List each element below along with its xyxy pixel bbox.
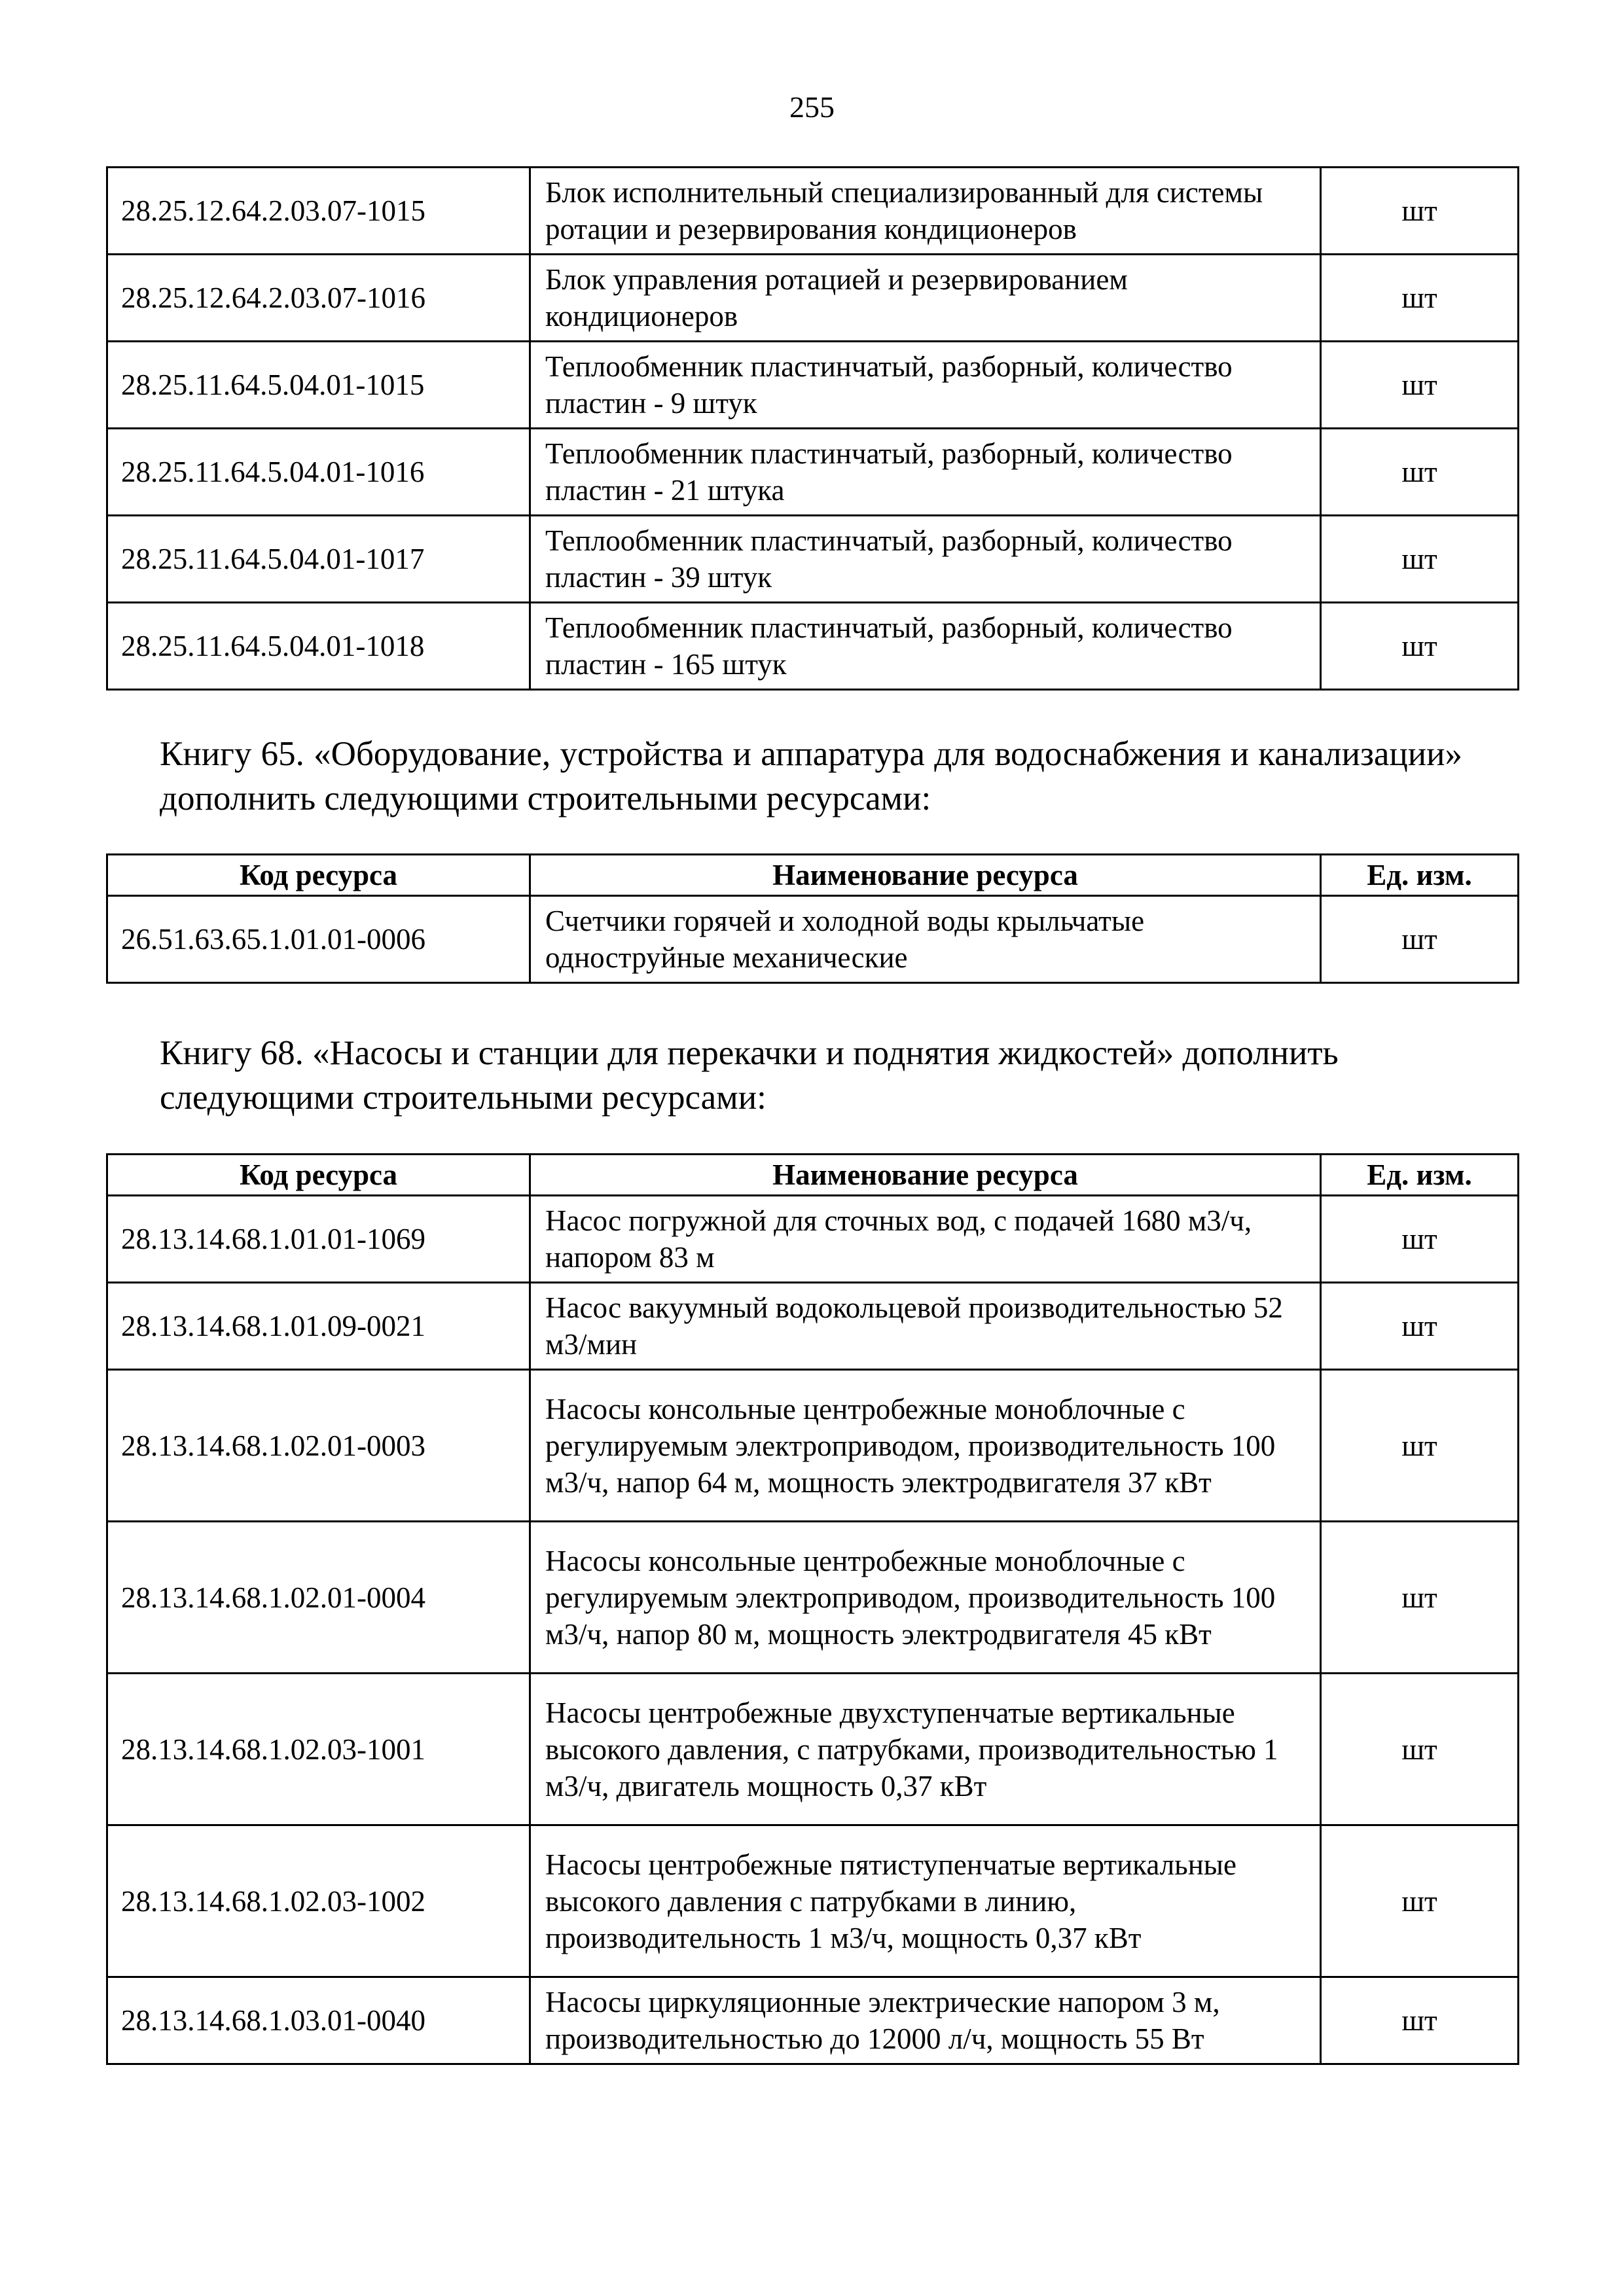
table-row (107, 603, 1519, 690)
header-unit: Ед. изм. (1321, 1155, 1519, 1196)
table-row (107, 255, 1519, 342)
resource-unit: шт (1321, 342, 1519, 429)
resource-name: Счетчики горячей и холодной воды крыльчатые одноструйные механические (530, 896, 1321, 983)
resource-name: Теплообменник пластинчатый, разборный, количество пластин - 21 штука (530, 429, 1321, 516)
section-65-paragraph: Книгу 65. «Оборудование, устройства и аппаратура для водоснабжения и канализации» дополнить следующими строительными ресурсами: (160, 735, 1462, 817)
resource-name: Насосы консольные центробежные моноблочные с регулируемым электроприводом, производительность 100 м3/ч, напор 80 м, мощность электродвигателя 45 кВт (530, 1522, 1321, 1674)
resource-unit: шт (1321, 1196, 1519, 1283)
table-row (107, 516, 1519, 603)
resource-code: 28.13.14.68.1.02.01-0004 (107, 1522, 530, 1674)
resource-unit: шт (1321, 1825, 1519, 1977)
header-unit: Ед. изм. (1321, 855, 1519, 896)
resource-code: 26.51.63.65.1.01.01-0006 (107, 896, 530, 983)
resource-name: Блок исполнительный специализированный для системы ротации и резервирования кондиционеров (530, 168, 1321, 255)
resource-table-book-65 (106, 853, 1519, 984)
resource-unit: шт (1321, 1674, 1519, 1825)
resource-unit: шт (1321, 255, 1519, 342)
resource-name: Теплообменник пластинчатый, разборный, количество пластин - 165 штук (530, 603, 1321, 690)
table-row (107, 1674, 1519, 1825)
resource-name: Насосы центробежные пятиступенчатые вертикальные высокого давления с патрубками в линию, производительность 1 м3/ч, мощность 0,37 кВт (530, 1825, 1321, 1977)
table-header-row (107, 1155, 1519, 1196)
page-number: 255 (789, 90, 835, 124)
resource-code: 28.25.11.64.5.04.01-1017 (107, 516, 530, 603)
resource-code: 28.25.11.64.5.04.01-1016 (107, 429, 530, 516)
resource-name: Теплообменник пластинчатый, разборный, количество пластин - 39 штук (530, 516, 1321, 603)
table-row (107, 1977, 1519, 2064)
table-row (107, 168, 1519, 255)
header-code: Код ресурса (107, 855, 530, 896)
resource-unit: шт (1321, 603, 1519, 690)
resource-code: 28.13.14.68.1.01.01-1069 (107, 1196, 530, 1283)
resource-code: 28.25.12.64.2.03.07-1016 (107, 255, 530, 342)
resource-unit: шт (1321, 1977, 1519, 2064)
resource-name: Насосы центробежные двухступенчатые вертикальные высокого давления, с патрубками, производительностью 1 м3/ч, двигатель мощность 0,37 кВт (530, 1674, 1321, 1825)
table-row (107, 1522, 1519, 1674)
table-header-row (107, 855, 1519, 896)
header-name: Наименование ресурса (530, 1155, 1321, 1196)
resource-name: Насосы консольные центробежные моноблочные с регулируемым электроприводом, производительность 100 м3/ч, напор 64 м, мощность электродвигателя 37 кВт (530, 1370, 1321, 1522)
resource-unit: шт (1321, 168, 1519, 255)
resource-name: Блок управления ротацией и резервированием кондиционеров (530, 255, 1321, 342)
resource-code: 28.25.11.64.5.04.01-1015 (107, 342, 530, 429)
table-row (107, 1370, 1519, 1522)
resource-unit: шт (1321, 896, 1519, 983)
resource-table-continued (106, 166, 1519, 691)
resource-code: 28.13.14.68.1.02.03-1001 (107, 1674, 530, 1825)
table-row (107, 1196, 1519, 1283)
resource-code: 28.25.12.64.2.03.07-1015 (107, 168, 530, 255)
resource-code: 28.13.14.68.1.02.03-1002 (107, 1825, 530, 1977)
table-row (107, 429, 1519, 516)
resource-unit: шт (1321, 516, 1519, 603)
resource-name: Теплообменник пластинчатый, разборный, количество пластин - 9 штук (530, 342, 1321, 429)
table-row (107, 342, 1519, 429)
table-row (107, 896, 1519, 983)
resource-code: 28.13.14.68.1.02.01-0003 (107, 1370, 530, 1522)
resource-code: 28.25.11.64.5.04.01-1018 (107, 603, 530, 690)
resource-unit: шт (1321, 1283, 1519, 1370)
header-name: Наименование ресурса (530, 855, 1321, 896)
header-code: Код ресурса (107, 1155, 530, 1196)
resource-table-book-68 (106, 1153, 1519, 2065)
section-68-paragraph: Книгу 68. «Насосы и станции для перекачки и поднятия жидкостей» дополнить следующими строительными ресурсами: (160, 1034, 1339, 1117)
resource-code: 28.13.14.68.1.03.01-0040 (107, 1977, 530, 2064)
resource-unit: шт (1321, 1522, 1519, 1674)
resource-unit: шт (1321, 1370, 1519, 1522)
resource-unit: шт (1321, 429, 1519, 516)
table-row (107, 1283, 1519, 1370)
table-row (107, 1825, 1519, 1977)
resource-name: Насос вакуумный водокольцевой производительностью 52 м3/мин (530, 1283, 1321, 1370)
resource-name: Насосы циркуляционные электрические напором 3 м, производительностью до 12000 л/ч, мощность 55 Вт (530, 1977, 1321, 2064)
resource-code: 28.13.14.68.1.01.09-0021 (107, 1283, 530, 1370)
resource-name: Насос погружной для сточных вод, с подачей 1680 м3/ч, напором 83 м (530, 1196, 1321, 1283)
